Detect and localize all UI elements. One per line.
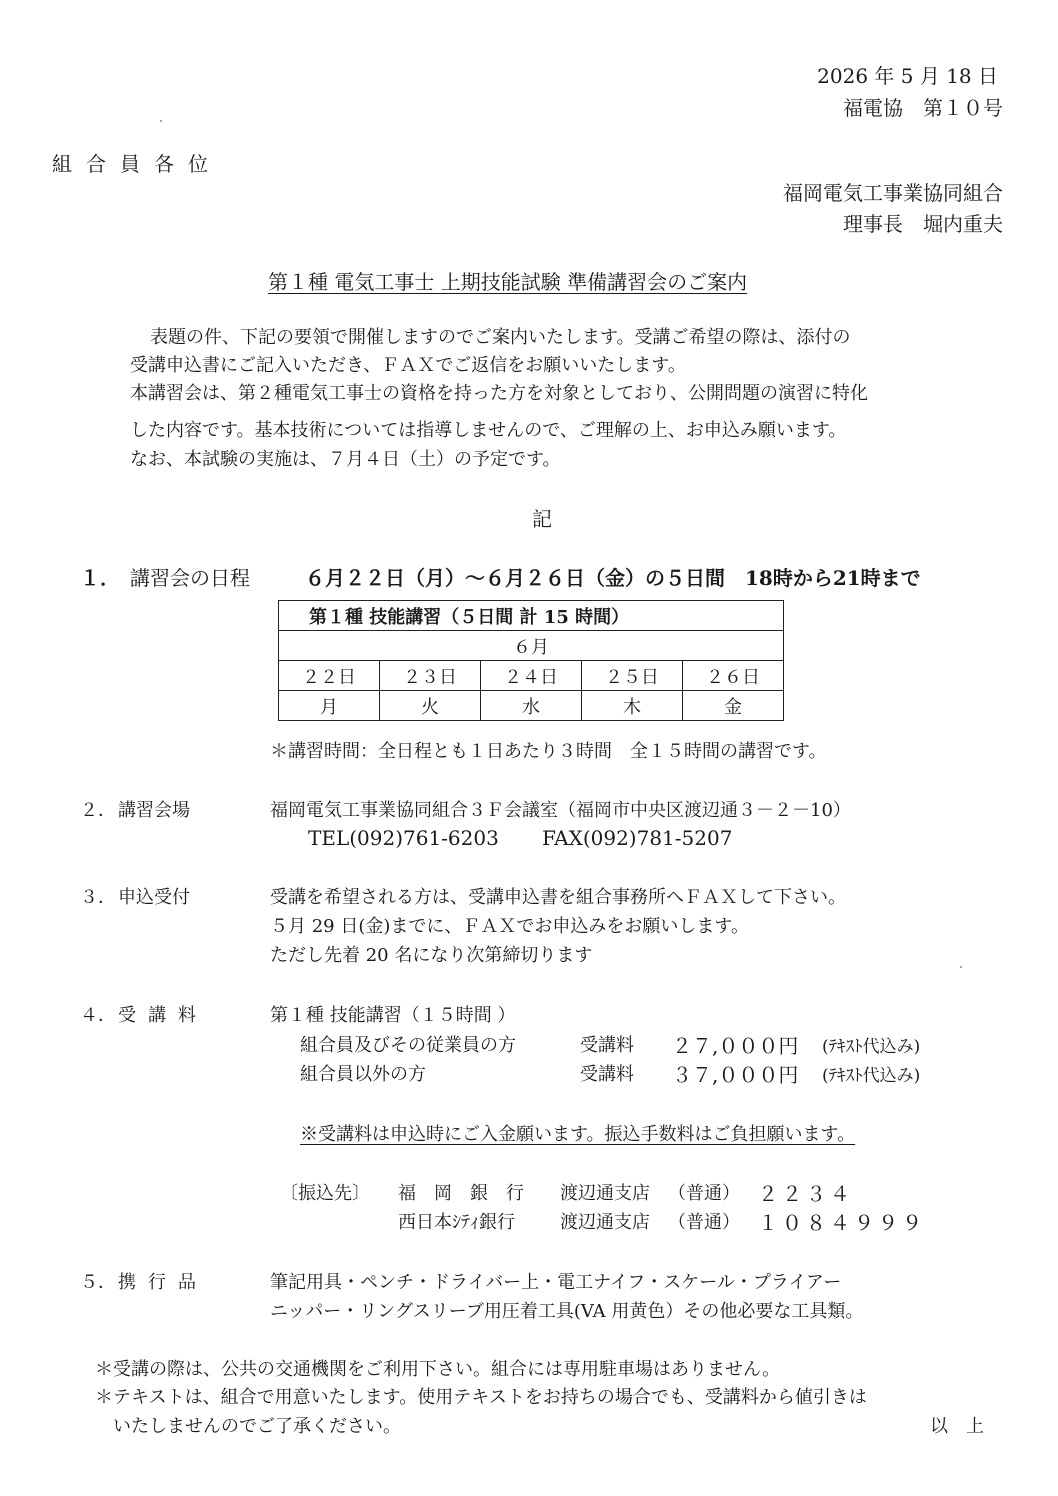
account-type: （普通） (668, 1212, 740, 1233)
section3-line: ただし先着 20 名になり次第締切ります (270, 945, 593, 966)
day-cell: ２２日 (279, 661, 380, 691)
section5-label: 携行品 (118, 1272, 208, 1293)
intro-line: 表題の件、下記の要領で開催しますのでご案内いたします。受講ご希望の際は、添付の (150, 327, 851, 348)
bank-label: 〔振込先〕 (280, 1183, 370, 1204)
fee-amount: ３７,０００円 (672, 1063, 799, 1087)
intro-line: した内容です。基本技術については指導しませんので、ご理解の上、お申込み願います。 (130, 420, 847, 441)
section5-number: ５． (80, 1272, 116, 1293)
section2-label: 講習会場 (118, 800, 190, 821)
recipient: 組合員各位 (52, 152, 222, 176)
section1-schedule: ６月２２日（月）～６月２６日（金）の５日間 18時から21時まで (305, 566, 921, 590)
day-cell: ２５日 (581, 661, 682, 691)
footnote: いたしませんのでご了承ください。 (113, 1416, 401, 1437)
account-type: （普通） (668, 1183, 740, 1204)
intro-line: 本講習会は、第２種電気工事士の資格を持った方を対象としており、公開問題の演習に特化 (130, 383, 868, 404)
bank-branch: 渡辺通支店 (560, 1212, 650, 1233)
bank-name: 西日本ｼﾃｨ銀行 (398, 1212, 515, 1233)
section5-line: ニッパー・リングスリーブ用圧着工具(VA 用黄色）その他必要な工具類。 (270, 1301, 864, 1322)
day-cell: ２４日 (480, 661, 581, 691)
section3-line: ５月 29 日(金)までに、ＦＡＸでお申込みをお願いします。 (270, 916, 749, 937)
table-month: ６月 (279, 631, 784, 661)
section2-number: ２． (80, 800, 116, 821)
section3-number: ３． (80, 887, 116, 908)
fee-label: 受講料 (580, 1035, 634, 1056)
footnote: ＊テキストは、組合で用意いたします。使用テキストをお持ちの場合でも、受講料から値引きは (95, 1387, 867, 1408)
section5-line: 筆記用具・ペンチ・ドライバー上・電工ナイフ・スケール・プライアー (270, 1272, 842, 1293)
schedule-table (278, 600, 784, 721)
footnote: ＊受講の際は、公共の交通機関をご利用下さい。組合には専用駐車場はありません。 (95, 1359, 781, 1380)
section2-fax: FAX(092)781-5207 (542, 826, 733, 850)
section2-venue: 福岡電気工事業協同組合３Ｆ会議室（福岡市中央区渡辺通３－２－10） (270, 800, 851, 821)
day-cell: ２６日 (682, 661, 783, 691)
scan-speck (960, 966, 962, 968)
fee-note: (ﾃｷｽﾄ代込み) (822, 1037, 921, 1057)
sender-chairman: 理事長 堀内重夫 (843, 212, 1003, 236)
fee-amount: ２７,０００円 (672, 1034, 799, 1058)
closing-mark: 以 上 (930, 1416, 984, 1437)
weekday-cell: 火 (379, 691, 480, 721)
section3-label: 申込受付 (118, 887, 190, 908)
section4-label: 受講料 (118, 1005, 208, 1026)
document-number: 福電協 第１０号 (843, 96, 1003, 120)
weekday-cell: 木 (581, 691, 682, 721)
weekday-cell: 金 (682, 691, 783, 721)
fee-who: 組合員以外の方 (300, 1064, 426, 1085)
table-title: 第１種 技能講習（５日間 計 15 時間） (279, 601, 784, 631)
sender-organization: 福岡電気工事業協同組合 (783, 181, 1003, 205)
account-number: ２２３４ (758, 1182, 854, 1206)
account-number: １０８４９９９ (758, 1211, 926, 1235)
document-date: 2026 年 5 月 18 日 (817, 64, 998, 88)
fee-label: 受講料 (580, 1064, 634, 1085)
ki-heading: 記 (532, 507, 552, 531)
payment-note: ※受講料は申込時にご入金願います。振込手数料はご負担願います。 (300, 1124, 856, 1145)
bank-branch: 渡辺通支店 (560, 1183, 650, 1204)
weekday-cell: 月 (279, 691, 380, 721)
section4-course: 第１種 技能講習（１５時間 ） (270, 1005, 516, 1026)
section1-note: ＊講習時間：全日程とも１日あたり３時間 全１５時間の講習です。 (270, 741, 827, 762)
weekday-cell: 水 (480, 691, 581, 721)
day-cell: ２３日 (379, 661, 480, 691)
section2-tel: TEL(092)761-6203 (308, 826, 499, 850)
intro-line: なお、本試験の実施は、７月４日（土）の予定です。 (130, 449, 561, 470)
section1-label: 講習会の日程 (130, 566, 250, 590)
fee-note: (ﾃｷｽﾄ代込み) (822, 1066, 921, 1086)
section3-line: 受講を希望される方は、受講申込書を組合事務所へＦＡＸして下さい。 (270, 887, 846, 908)
bank-name: 福 岡 銀 行 (398, 1183, 524, 1204)
intro-line: 受講申込書にご記入いただき、ＦＡＸでご返信をお願いいたします。 (130, 355, 686, 376)
section1-number: １． (80, 566, 120, 590)
section4-number: ４． (80, 1005, 116, 1026)
fee-who: 組合員及びその従業員の方 (300, 1035, 516, 1056)
document-title: 第１種 電気工事士 上期技能試験 準備講習会のご案内 (268, 270, 748, 294)
scan-speck (160, 120, 162, 122)
